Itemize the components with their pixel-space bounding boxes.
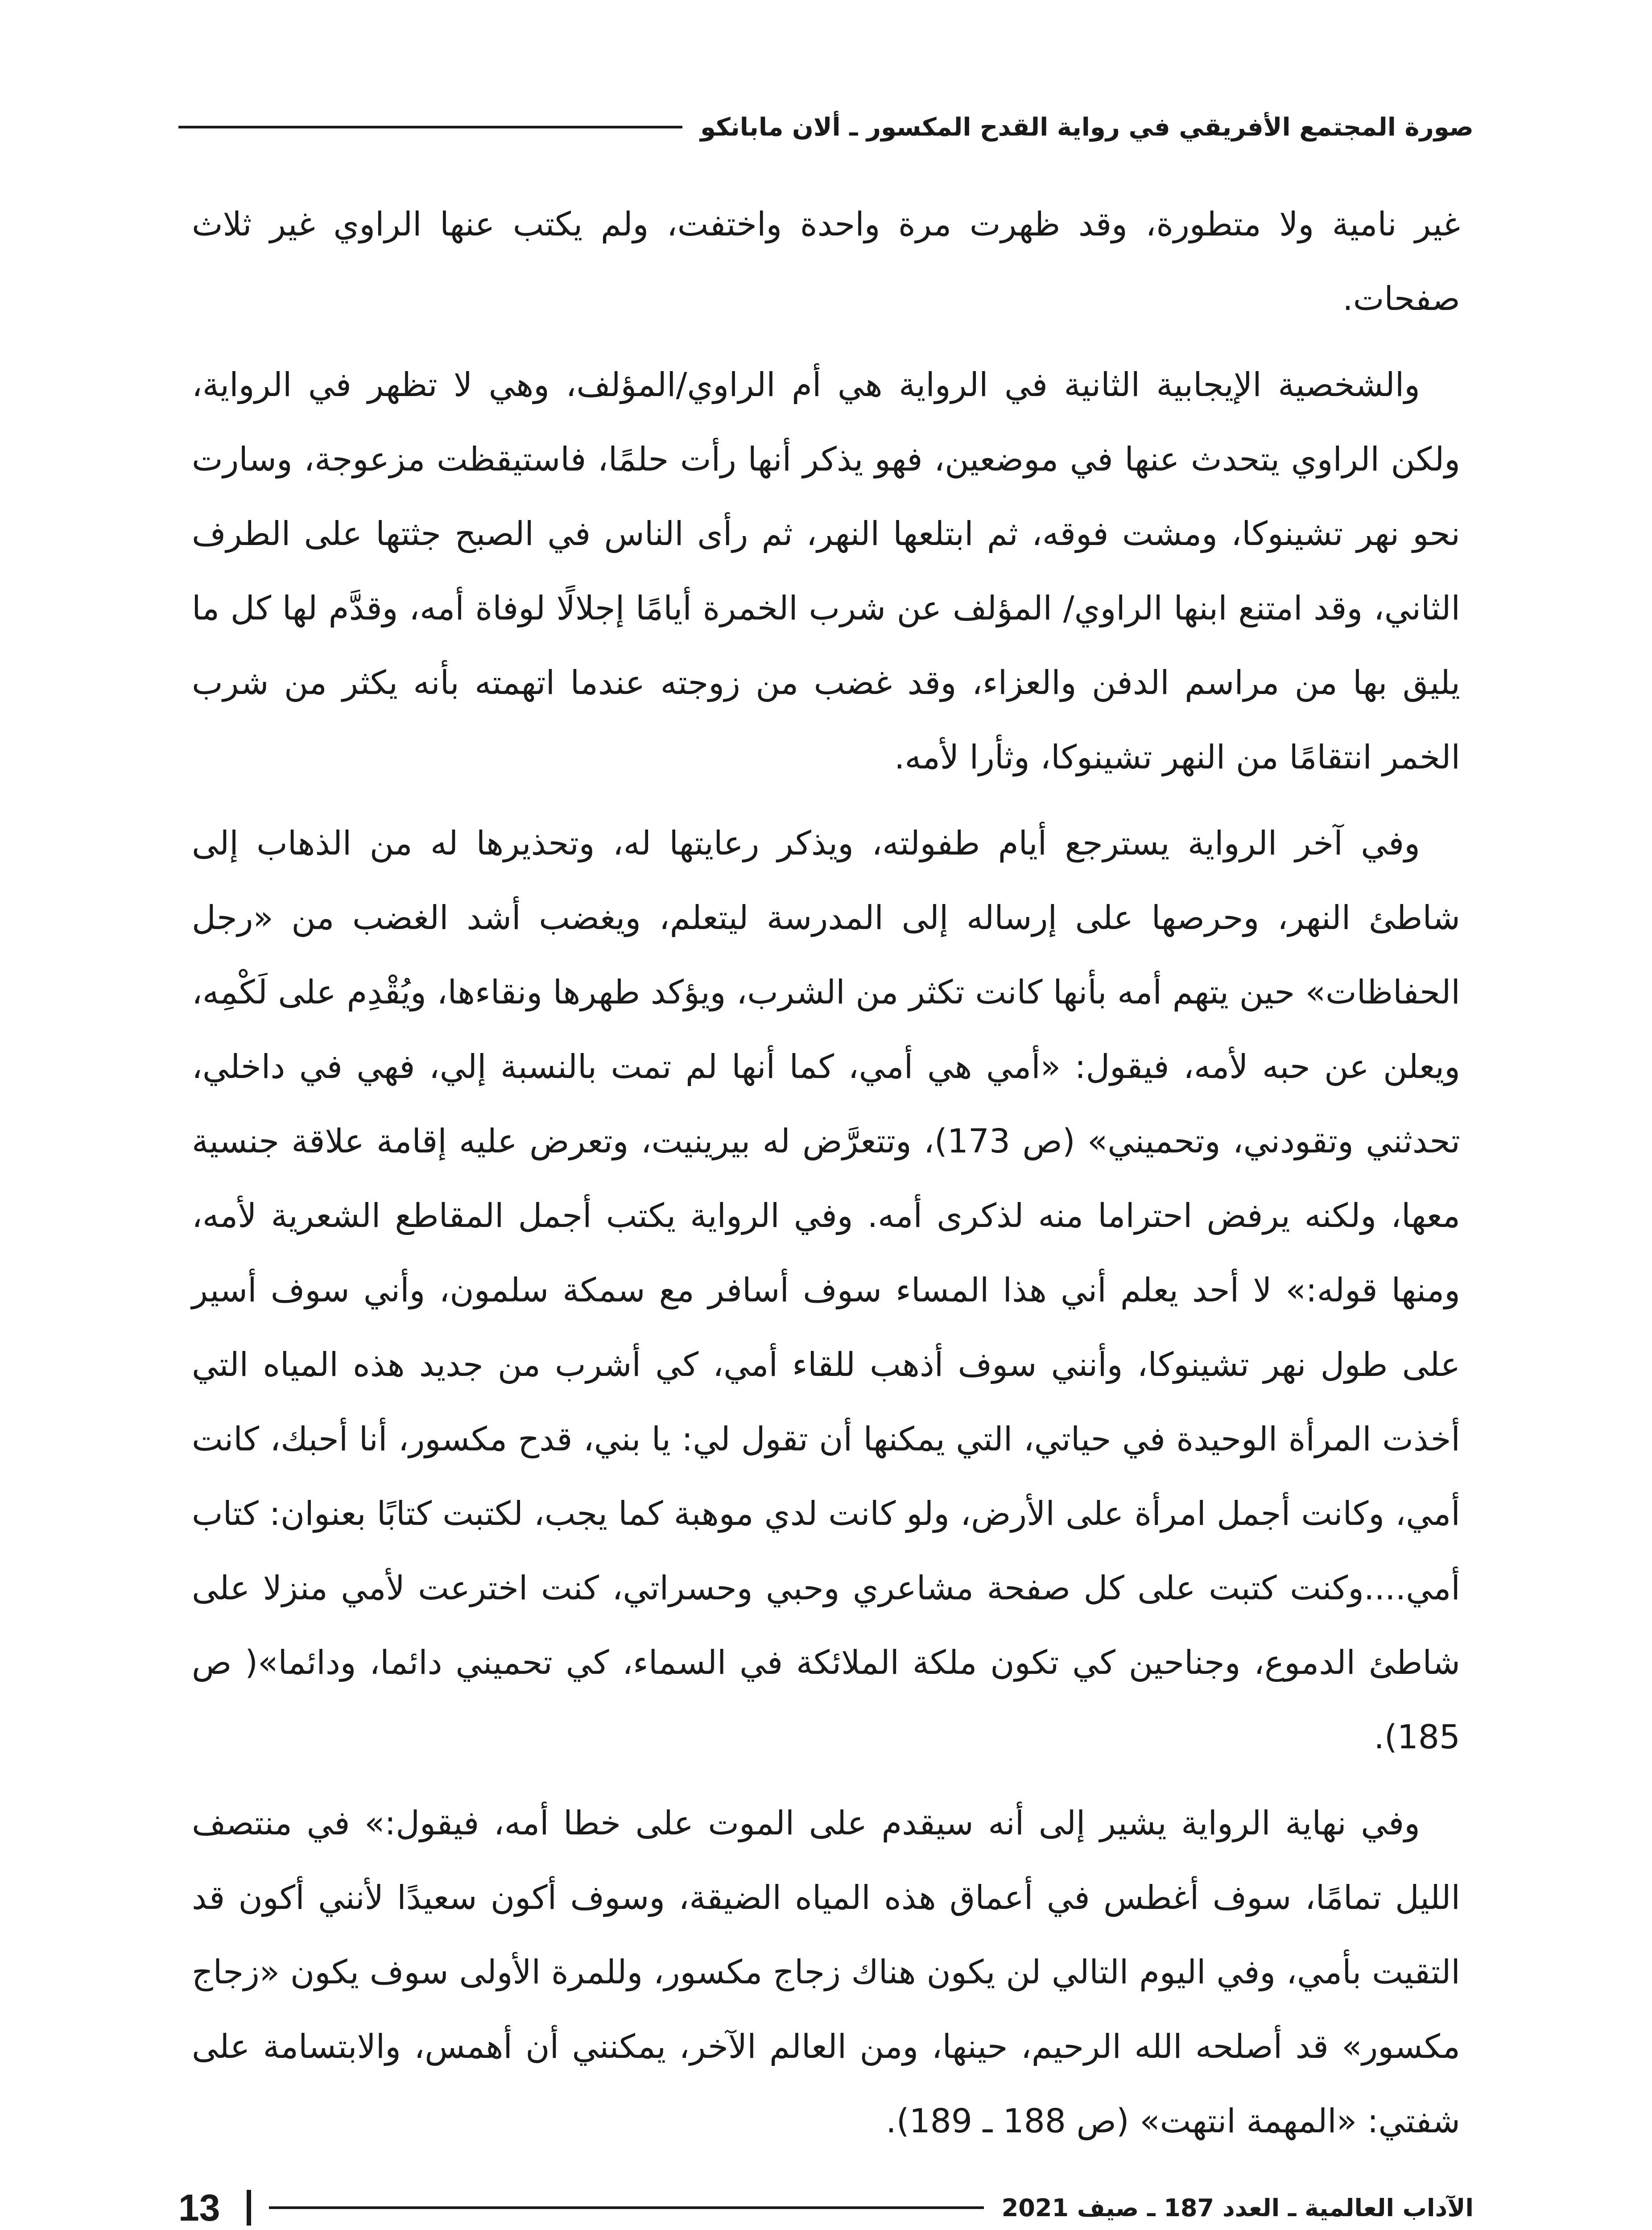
footer-divider xyxy=(247,2190,251,2226)
journal-issue-label: الآداب العالمية ـ العدد 187 ـ صيف 2021 xyxy=(1001,2193,1474,2222)
header-rule xyxy=(178,126,682,128)
page-number: 13 xyxy=(178,2186,220,2229)
footer-rule xyxy=(269,2206,983,2209)
article-body xyxy=(192,187,1460,2170)
paragraph: غير نامية ولا متطورة، وقد ظهرت مرة واحدة واختفت، ولم يكتب عنها الراوي غير ثلاث صفحات. xyxy=(192,205,1460,318)
header-title: صورة المجتمع الأفريقي في رواية القدح المكسور ـ ألان مابانكو xyxy=(700,112,1474,142)
paragraph: والشخصية الإيجابية الثانية في الرواية هي أم الراوي/المؤلف، وهي لا تظهر في الرواية، ولكن الراوي يتحدث عنها في موضعين، فهو يذكر أنها رأت حلمًا، فاستيقظت مزعوجة، وسارت نحو نهر تشينوكا، ومشت فوقه، ثم ابتلعها النهر، ثم رأى الناس في الصبح جثتها على الطرف الثاني، وقد امتنع ابنها الراوي/ المؤلف عن شرب الخمرة أيامًا إجلالًا لوفاة أمه، وقدَّم لها كل ما يليق بها من مراسم الدفن والعزاء، وقد غضب من زوجته عندما اتهمته بأنه يكثر من شرب الخمر انتقامًا من النهر تشينوكا، وثأرا لأمه. xyxy=(192,366,1460,776)
paragraph: وفي نهاية الرواية يشير إلى أنه سيقدم على الموت على خطا أمه، فيقول:» في منتصف الليل تمامًا، سوف أغطس في أعماق هذه المياه الضيقة، وسوف أكون سعيدًا لأنني أكون قد التقيت بأمي، وفي اليوم التالي لن يكون هناك زجاج مكسور، وللمرة الأولى سوف يكون «زجاج مكسور» قد أصلحه الله الرحيم، حينها، ومن العالم الآخر، يمكنني أن أهمس، والابتسامة على شفتي: «المهمة انتهت» (ص 188 ـ 189). xyxy=(192,1804,1460,2140)
running-header xyxy=(178,107,1474,147)
paragraph: وفي آخر الرواية يسترجع أيام طفولته، ويذكر رعايتها له، وتحذيرها له من الذهاب إلى شاطئ النهر، وحرصها على إرساله إلى المدرسة ليتعلم، ويغضب أشد الغضب من «رجل الحفاظات» حين يتهم أمه بأنها كانت تكثر من الشرب، ويؤكد طهرها ونقاءها، ويُقْدِم على لَكْمِه، ويعلن عن حبه لأمه، فيقول: «أمي هي أمي، كما أنها لم تمت بالنسبة إلي، فهي في داخلي، تحدثني وتقودني، وتحميني» (ص 173)، وتتعرَّض له بيرينيت، وتعرض عليه إقامة علاقة جنسية معها، ولكنه يرفض احتراما منه لذكرى أمه. وفي الرواية يكتب أجمل المقاطع الشعرية لأمه، ومنها قوله:» لا أحد يعلم أني هذا المساء سوف أسافر مع سمكة سلمون، وأني سوف أسير على طول نهر تشينوكا، وأنني سوف أذهب للقاء أمي، كي أشرب من جديد هذه المياه التي أخذت المرأة الوحيدة في حياتي، التي يمكنها أن تقول لي: يا بني، قدح مكسور، أنا أحبك، كانت أمي، وكانت أجمل امرأة على الأرض، ولو كانت لدي موهبة كما يجب، لكتبت كتابًا بعنوان: كتاب أمي....وكنت كتبت على كل صفحة مشاعري وحبي وحسراتي، كنت اخترعت لأمي منزلا على شاطئ الدموع، وجناحين كي تكون ملكة الملائكة في السماء، كي تحميني دائما، ودائما»( ص 185). xyxy=(192,824,1460,1756)
page-footer xyxy=(178,2181,1474,2230)
